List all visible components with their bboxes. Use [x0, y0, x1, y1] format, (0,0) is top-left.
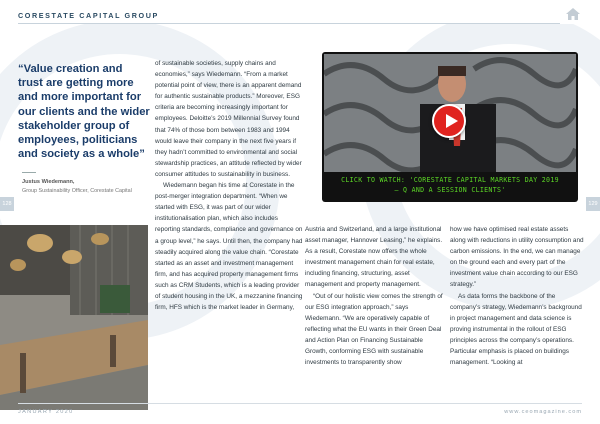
caption-line[interactable]: CLICK TO WATCH: 'CORESTATE CAPITAL MARKETS DAY 2019: [341, 176, 559, 184]
video-player[interactable]: [322, 52, 578, 202]
footer-date: JANUARY 2020: [18, 409, 74, 415]
paragraph: As data forms the backbone of the company’s strategy, Wiedemann’s background in project management and data science is proving instrumental in the rollout of ESG principles across the company’s operations. Particular emphasis is placed on buildings management. “Looking at: [450, 292, 582, 367]
article-column-1: [155, 58, 303, 313]
paragraph: Wiedemann began his time at Corestate in the post-merger integration department. “When we started with ESG, it was part of our wider institutionalisation plan, which also includes reporting standards, compliance and governance on a group level,” he says. Until then, the company had steadily acquired along the value chain. “Corestate started as an asset and investment management firm, and has acquired property management firms such as CRM Students, which is a leading provider of student housing in the UK, a mezzanine financing firm, HFS which is the market leader in Germany,: [155, 182, 303, 312]
page-header: [0, 0, 600, 24]
home-icon[interactable]: [566, 8, 580, 20]
footer-website-link[interactable]: www.ceomagazine.com: [504, 409, 582, 415]
caption-line[interactable]: – Q AND A SESSION CLIENTS': [394, 185, 506, 194]
paragraph: Austria and Switzerland, and a large institutional asset manager, Hannover Leasing,” he explains. As a result, Corestate now offers the whole investment management chain for real estate, including financing, structuring, asset management and property management.: [305, 226, 443, 289]
header-title: CORESTATE CAPITAL GROUP: [18, 11, 159, 20]
article-column-2: [305, 224, 445, 368]
quote-divider: [22, 172, 36, 173]
paragraph: how we have optimised real estate assets along with reductions in utility consumption and carbon emissions. In the end, we can manage on the ground each and every part of the investment value chain according to our ESG strategy.”: [450, 226, 584, 289]
quote-author-name: Justus Wiedemann,: [22, 179, 75, 185]
page-number-left: 128: [0, 197, 14, 211]
article-column-3: [450, 224, 585, 368]
pull-quote: “Value creation and trust are getting more and more important for our clients and the wider stakeholder group of employees, politicians and society as a whole”: [18, 63, 150, 161]
header-divider: [18, 23, 560, 24]
footer-divider: [18, 403, 582, 404]
page-number-right: 129: [586, 197, 600, 211]
video-caption[interactable]: [326, 176, 574, 195]
play-icon[interactable]: [432, 104, 466, 138]
paragraph: “Out of our holistic view comes the strength of our ESG integration approach,” says Wiedemann. “We are operatively capable of reflecting what the EU wants in their Green Deal and Action Plan on Financing Sustainable Growth, conforming ESG with sustainable investments to transparently show: [305, 292, 443, 367]
video-thumbnail[interactable]: [324, 54, 576, 172]
quote-author-role: Group Sustainability Officer, Corestate Capital: [22, 188, 132, 194]
paragraph: of sustainable societies, supply chains and economies,” says Wiedemann. “From a market potential point of view, there is an apparent demand for authentic sustainable products.” Moreover, ESG criteria are becoming increasingly important for employees. Deloitte’s 2019 Millennial Survey found that 74% of those born between 1983 and 1994 would leave their company in the next five years if they hadn’t committed to environmental and social stewardship practices, an attitude reflected by wider consumer attitudes to sustainability in business.: [155, 60, 302, 178]
office-photo: [0, 225, 148, 410]
